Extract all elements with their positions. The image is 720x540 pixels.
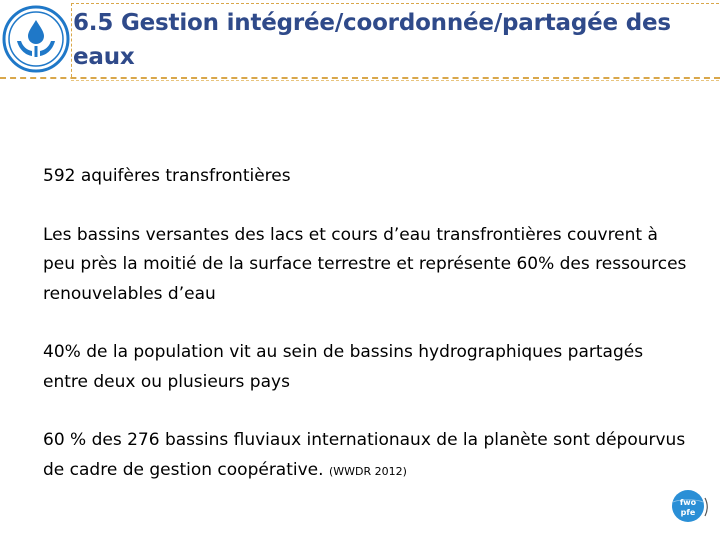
paragraph-text: 40% de la population vit au sein de bassins hydrographiques partagés entre deux ou plusieurs pays xyxy=(43,342,644,392)
slide-body xyxy=(43,162,693,486)
paragraph-aquifers xyxy=(43,162,693,192)
paragraph-basins xyxy=(43,221,693,310)
citation: (WWDR 2012) xyxy=(328,464,407,478)
header-border-bottom-inner xyxy=(71,80,719,81)
badge-line-2: pfe xyxy=(680,508,696,517)
header-border-bottom xyxy=(0,77,720,79)
paragraph-text: 592 aquifères transfrontières xyxy=(43,166,291,186)
hands-water-drop-icon xyxy=(1,3,71,75)
header-border-top xyxy=(71,3,719,4)
paragraph-text: 60 % des 276 bassins fluviaux internationaux de la planète sont dépourvus de cadre de gestion coopérative. xyxy=(43,430,686,480)
slide-title: 6.5 Gestion intégrée/coordonnée/partagée des eaux xyxy=(73,10,671,70)
paragraph-population xyxy=(43,338,693,397)
paragraph-cooperation xyxy=(43,426,693,486)
globe-badge-icon xyxy=(668,488,708,524)
header-divider-vertical xyxy=(71,3,72,77)
badge-line-1: fwo xyxy=(679,498,697,507)
paragraph-text: Les bassins versantes des lacs et cours d’eau transfrontières couvrent à peu près la moitié de la surface terrestre et représente 60% des ressources renouvelables d’eau xyxy=(43,224,687,304)
